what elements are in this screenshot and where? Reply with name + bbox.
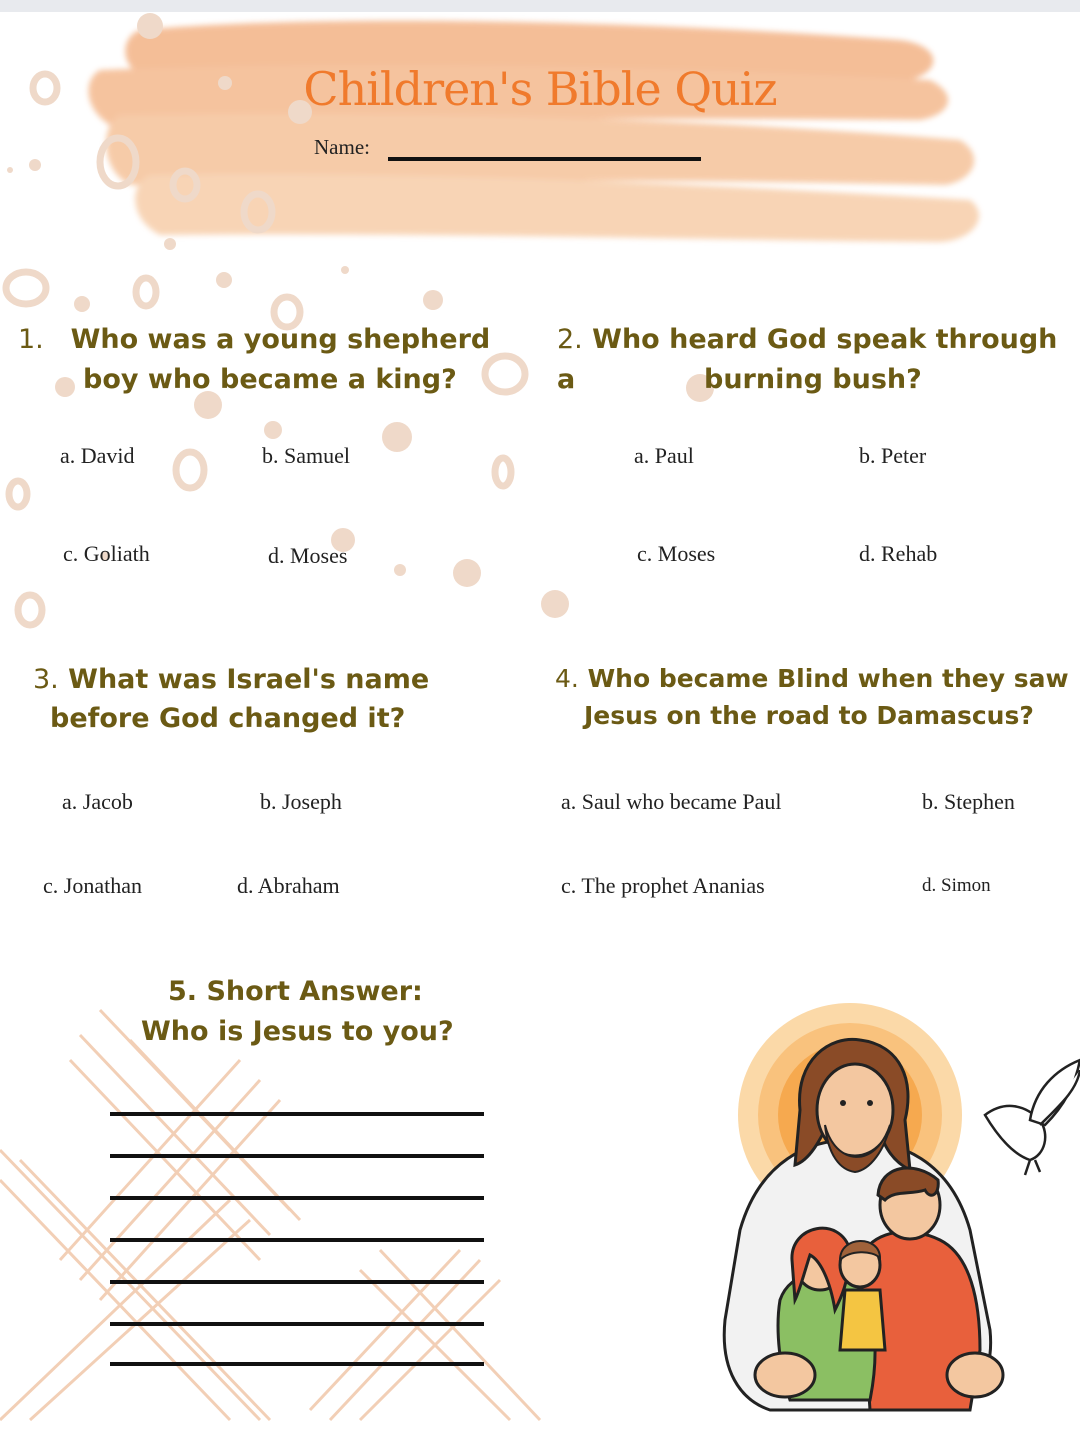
option-4a[interactable]: a. Saul who became Paul bbox=[561, 789, 782, 814]
short-answer-heading: 5. Short Answer: bbox=[168, 976, 423, 1007]
option-3d[interactable]: d. Abraham bbox=[237, 873, 340, 898]
answer-line[interactable] bbox=[110, 1196, 484, 1200]
option-2c[interactable]: c. Moses bbox=[637, 541, 716, 566]
option-4d[interactable]: d. Simon bbox=[922, 875, 991, 896]
question-number: 1. bbox=[18, 324, 44, 355]
question-1 bbox=[18, 320, 490, 360]
question-4 bbox=[555, 659, 1069, 699]
page-title: Children's Bible Quiz bbox=[303, 62, 777, 116]
option-2a[interactable]: a. Paul bbox=[634, 443, 694, 468]
answer-line[interactable] bbox=[110, 1112, 484, 1116]
question-text-line1: Who heard God speak through a bbox=[557, 324, 1058, 395]
question-3-line2: before God changed it? bbox=[50, 703, 406, 734]
name-field-line[interactable] bbox=[388, 157, 701, 161]
question-2-line2: burning bush? bbox=[704, 364, 922, 395]
option-1d[interactable]: d. Moses bbox=[268, 543, 348, 568]
option-3a[interactable]: a. Jacob bbox=[62, 789, 133, 814]
name-label: Name: bbox=[314, 135, 370, 159]
question-number: 3. bbox=[33, 664, 59, 695]
short-answer-question: Who is Jesus to you? bbox=[141, 1016, 454, 1047]
answer-line[interactable] bbox=[110, 1362, 484, 1366]
answer-line[interactable] bbox=[110, 1322, 484, 1326]
question-number: 2. bbox=[557, 324, 583, 355]
option-1c[interactable]: c. Goliath bbox=[63, 541, 150, 566]
jesus-family-illustration bbox=[700, 1000, 1080, 1431]
option-1b[interactable]: b. Samuel bbox=[262, 443, 350, 468]
question-1-line2: boy who became a king? bbox=[83, 364, 457, 395]
option-2b[interactable]: b. Peter bbox=[859, 443, 927, 468]
answer-line[interactable] bbox=[110, 1280, 484, 1284]
question-4-line2: Jesus on the road to Damascus? bbox=[584, 701, 1034, 730]
decorative-crosshatch bbox=[0, 1000, 560, 1431]
option-3b[interactable]: b. Joseph bbox=[260, 789, 342, 814]
answer-line[interactable] bbox=[110, 1154, 484, 1158]
question-number: 4. bbox=[555, 664, 579, 693]
question-text-line1: What was Israel's name bbox=[68, 664, 430, 695]
answer-line[interactable] bbox=[110, 1238, 484, 1242]
option-2d[interactable]: d. Rehab bbox=[859, 541, 938, 566]
option-4c[interactable]: c. The prophet Ananias bbox=[561, 873, 765, 898]
option-3c[interactable]: c. Jonathan bbox=[43, 873, 142, 898]
option-1a[interactable]: a. David bbox=[60, 443, 135, 468]
option-4b[interactable]: b. Stephen bbox=[922, 789, 1015, 814]
question-3 bbox=[33, 660, 429, 700]
question-text-line1: Who was a young shepherd bbox=[70, 324, 491, 355]
question-text-line1: Who became Blind when they saw bbox=[587, 664, 1069, 693]
